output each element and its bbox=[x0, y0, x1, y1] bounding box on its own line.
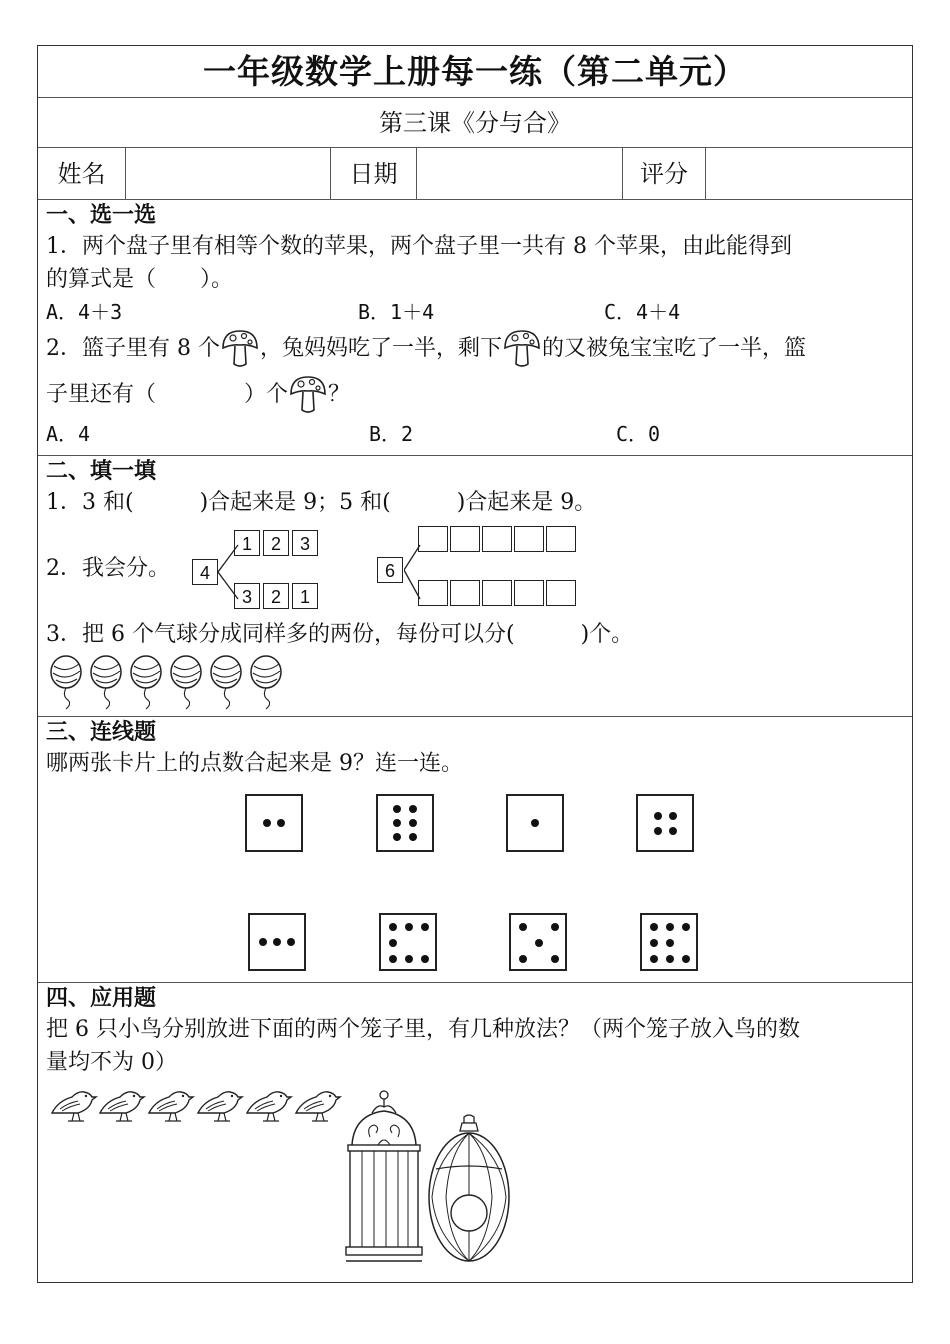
dot bbox=[519, 955, 527, 963]
tree2-top-box[interactable] bbox=[418, 526, 448, 552]
dot bbox=[277, 819, 285, 827]
bird-icon bbox=[100, 1092, 144, 1121]
dot bbox=[682, 955, 690, 963]
tree1-top-3: 3 bbox=[292, 530, 318, 556]
tree2-top-box[interactable] bbox=[450, 526, 480, 552]
dot bbox=[654, 812, 662, 820]
tree2-bottom-box[interactable] bbox=[482, 580, 512, 606]
tree1-bottom-1: 3 bbox=[234, 583, 260, 609]
tree1-bottom-3: 1 bbox=[292, 583, 318, 609]
dot bbox=[405, 955, 413, 963]
q1-option-a[interactable]: A．4＋3 bbox=[46, 300, 123, 324]
tree2-top-box[interactable] bbox=[514, 526, 544, 552]
dot bbox=[393, 819, 401, 827]
q1-line1: 1．两个盘子里有相等个数的苹果，两个盘子里一共有 8 个苹果，由此能得到 bbox=[46, 234, 792, 259]
bird-icon bbox=[296, 1092, 340, 1121]
tree1-top-1: 1 bbox=[234, 530, 260, 556]
dot bbox=[666, 955, 674, 963]
q2-line2 bbox=[46, 372, 904, 418]
q2-part4: 子里还有（ ）个 bbox=[46, 382, 289, 407]
q2-part2: ，兔妈妈吃了一半，剩下 bbox=[259, 336, 502, 361]
tree1-root: 4 bbox=[192, 559, 218, 585]
fill-q1: 1．3 和( )合起来是 9；5 和( )合起来是 9。 bbox=[46, 490, 597, 515]
balloon-row bbox=[48, 654, 298, 714]
name-label: 姓名 bbox=[38, 148, 126, 200]
dot bbox=[389, 923, 397, 931]
q2-option-b[interactable]: B．2 bbox=[369, 422, 414, 446]
tree2-bottom-box[interactable] bbox=[514, 580, 544, 606]
tree2-bottom-box[interactable] bbox=[418, 580, 448, 606]
q2-line1 bbox=[46, 326, 904, 372]
fill-q2-label: 2．我会分。 bbox=[46, 556, 170, 581]
round-cage-icon bbox=[424, 1113, 514, 1265]
tree1-top-row bbox=[234, 530, 321, 556]
q1-options bbox=[46, 296, 904, 326]
section-fill bbox=[38, 456, 912, 717]
section1-title: 一、选一选 bbox=[46, 202, 157, 228]
tree1-bottom-row bbox=[234, 583, 321, 609]
mushroom-icon bbox=[288, 374, 328, 416]
balloon-icon bbox=[51, 656, 81, 709]
application-line2: 量均不为 0） bbox=[46, 1050, 177, 1075]
dot bbox=[409, 819, 417, 827]
worksheet-title: 一年级数学上册每一练（第二单元） bbox=[38, 46, 912, 98]
dot bbox=[551, 923, 559, 931]
date-field[interactable] bbox=[417, 148, 623, 200]
application-line1: 把 6 只小鸟分别放进下面的两个笼子里，有几种放法？（两个笼子放入鸟的数 bbox=[46, 1017, 800, 1042]
bird-icon bbox=[247, 1092, 291, 1121]
section4-title: 四、应用题 bbox=[46, 985, 157, 1011]
score-field[interactable] bbox=[706, 148, 912, 200]
section-application bbox=[38, 983, 912, 1282]
dot bbox=[519, 923, 527, 931]
dot bbox=[650, 955, 658, 963]
q2-part5: ？ bbox=[328, 382, 351, 407]
dot-card-3[interactable] bbox=[248, 913, 306, 971]
bird-icon bbox=[52, 1092, 96, 1121]
mushroom-icon bbox=[220, 328, 260, 370]
q2-option-a[interactable]: A．4 bbox=[46, 422, 91, 446]
dot bbox=[263, 819, 271, 827]
dot bbox=[669, 827, 677, 835]
dot bbox=[551, 955, 559, 963]
q1-option-c[interactable]: C．4＋4 bbox=[604, 300, 681, 324]
dot bbox=[666, 923, 674, 931]
dot bbox=[273, 938, 281, 946]
section-matching bbox=[38, 717, 912, 983]
dot bbox=[682, 923, 690, 931]
q1-line2: 的算式是（ ）。 bbox=[46, 267, 234, 292]
q2-part3: 的又被兔宝宝吃了一半，篮 bbox=[542, 336, 807, 361]
balloon-icon bbox=[131, 656, 161, 709]
tree2-top-boxes bbox=[418, 526, 578, 556]
tree2-bottom-box[interactable] bbox=[546, 580, 576, 606]
dot-card-6[interactable] bbox=[376, 794, 434, 852]
dot-card-2[interactable] bbox=[245, 794, 303, 852]
balloon-icons bbox=[48, 654, 298, 710]
dot bbox=[405, 923, 413, 931]
dot bbox=[389, 955, 397, 963]
date-label: 日期 bbox=[331, 148, 417, 200]
tree2-root: 6 bbox=[377, 557, 403, 583]
tree2-bottom-boxes bbox=[418, 580, 578, 610]
balloon-icon bbox=[251, 656, 281, 709]
balloon-icon bbox=[91, 656, 121, 709]
bird-icon bbox=[198, 1092, 242, 1121]
dot bbox=[393, 833, 401, 841]
dot bbox=[421, 955, 429, 963]
q2-option-c[interactable]: C．0 bbox=[616, 422, 661, 446]
rectangular-cage-icon bbox=[342, 1089, 426, 1267]
dot bbox=[409, 833, 417, 841]
dot-card-4[interactable] bbox=[636, 794, 694, 852]
student-info-row bbox=[38, 148, 912, 200]
dot bbox=[535, 939, 543, 947]
dot bbox=[421, 923, 429, 931]
section3-title: 三、连线题 bbox=[46, 719, 157, 745]
tree1-top-2: 2 bbox=[263, 530, 289, 556]
q2-part1: 2．篮子里有 8 个 bbox=[46, 336, 220, 361]
section2-title: 二、填一填 bbox=[46, 458, 157, 484]
dot bbox=[389, 939, 397, 947]
dot bbox=[393, 805, 401, 813]
q2-options bbox=[46, 418, 904, 448]
lesson-title: 第三课《分与合》 bbox=[38, 98, 912, 148]
tree2-bottom-box[interactable] bbox=[450, 580, 480, 606]
dot bbox=[669, 812, 677, 820]
split-tree-4 bbox=[192, 559, 221, 585]
bird-icon bbox=[149, 1092, 193, 1121]
q1-option-b[interactable]: B．1＋4 bbox=[358, 300, 435, 324]
dot-card-5[interactable] bbox=[509, 913, 567, 971]
dot bbox=[409, 805, 417, 813]
fill-q3: 3．把 6 个气球分成同样多的两份，每份可以分( )个。 bbox=[46, 622, 634, 647]
dot bbox=[287, 938, 295, 946]
dot bbox=[259, 938, 267, 946]
dot bbox=[650, 923, 658, 931]
matching-question: 哪两张卡片上的点数合起来是 9？连一连。 bbox=[46, 751, 463, 776]
dot-card-1[interactable] bbox=[506, 794, 564, 852]
section-choose bbox=[38, 200, 912, 456]
dot-card-7[interactable] bbox=[379, 913, 437, 971]
balloon-icon bbox=[171, 656, 201, 709]
dot-card-8[interactable] bbox=[640, 913, 698, 971]
tree2-top-box[interactable] bbox=[546, 526, 576, 552]
name-field[interactable] bbox=[126, 148, 331, 200]
dot bbox=[531, 819, 539, 827]
tree2-top-box[interactable] bbox=[482, 526, 512, 552]
bird-row bbox=[46, 1083, 346, 1123]
mushroom-icon bbox=[502, 328, 542, 370]
balloon-icon bbox=[211, 656, 241, 709]
tree1-bottom-2: 2 bbox=[263, 583, 289, 609]
split-tree-6 bbox=[377, 557, 406, 583]
dot bbox=[650, 939, 658, 947]
dot bbox=[666, 939, 674, 947]
score-label: 评分 bbox=[623, 148, 706, 200]
worksheet bbox=[37, 45, 913, 1283]
dot bbox=[654, 827, 662, 835]
